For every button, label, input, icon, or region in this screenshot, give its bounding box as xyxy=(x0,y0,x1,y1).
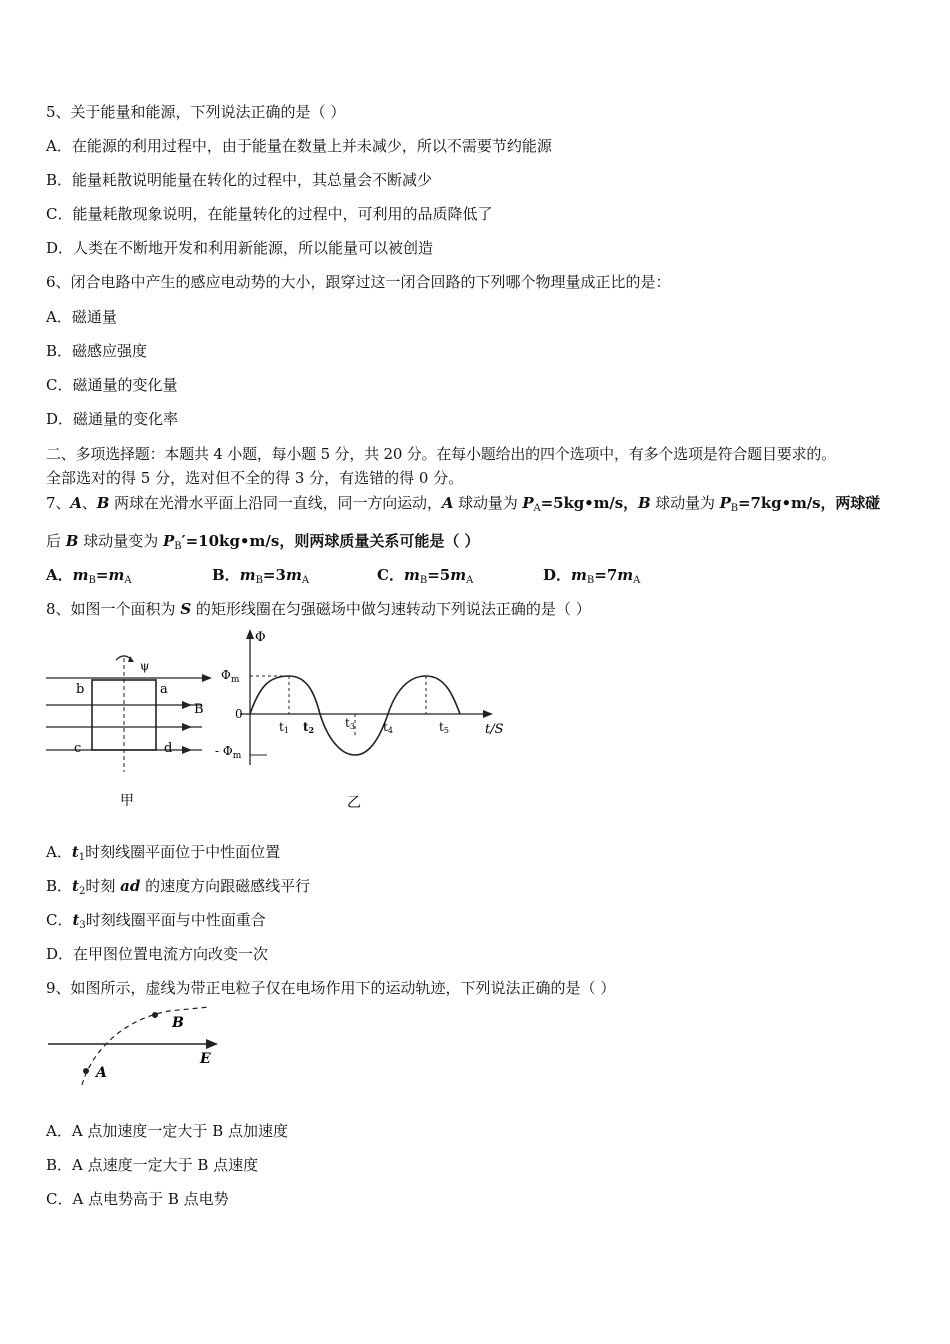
sub: m xyxy=(230,675,240,685)
q9-figure-field xyxy=(44,1005,234,1090)
q5-option-d: D．人类在不断地开发和利用新能源，所以能量可以被创造 xyxy=(46,239,434,257)
q7-option-c xyxy=(377,565,473,591)
option-label: B． xyxy=(46,877,73,895)
label-a: A xyxy=(96,1065,107,1081)
label-c: c xyxy=(74,741,82,756)
q7-momentum-symbol: P xyxy=(163,532,175,550)
sub: B xyxy=(419,575,428,586)
point-a xyxy=(83,1068,89,1074)
sub: m xyxy=(232,751,242,761)
arrow-head-icon xyxy=(206,1039,218,1049)
mass-symbol: m xyxy=(403,566,420,584)
q5-option-b: B．能量耗散说明能量在转化的过程中，其总量会不断减少 xyxy=(46,171,433,189)
sub: 1 xyxy=(78,852,86,863)
q8-option-b xyxy=(46,876,310,902)
q7-text: 两球在光滑水平面上沿同一直线，同一方向运动， xyxy=(109,494,442,512)
eq: =7 xyxy=(594,566,618,584)
label-phi-m xyxy=(221,668,240,685)
t: t xyxy=(345,716,350,730)
option-label: A． xyxy=(46,566,73,584)
arrow-head-icon xyxy=(202,674,212,682)
q7-value: ′=10kg•m/s，则两球质量关系可能是（ ） xyxy=(181,532,480,550)
q8-figure-coil xyxy=(40,650,220,815)
label-e: E xyxy=(200,1051,211,1067)
q7-text: 球动量为 xyxy=(650,494,720,512)
mass-symbol: m xyxy=(239,566,256,584)
sub: 2 xyxy=(78,886,86,897)
label-b: b xyxy=(76,682,85,697)
q8-figure-flux-graph xyxy=(215,625,515,815)
q7-ball-a-2: A xyxy=(441,494,454,512)
q8-stem xyxy=(46,599,591,619)
option-text: 时刻线圈平面与中性面重合 xyxy=(85,911,266,929)
label-d: d xyxy=(164,741,173,756)
q9-option-a: A．A 点加速度一定大于 B 点加速度 xyxy=(46,1122,288,1140)
label-b: B xyxy=(172,1015,184,1031)
q8-option-d: D．在甲图位置电流方向改变一次 xyxy=(46,945,269,963)
option-label: C． xyxy=(377,566,404,584)
eq: =5 xyxy=(427,566,451,584)
mass-symbol: m xyxy=(571,566,587,584)
mass-symbol: m xyxy=(617,566,634,584)
arrow-head-icon xyxy=(182,701,192,709)
sub: B xyxy=(88,575,96,586)
q8-option-a xyxy=(46,842,280,868)
option-text: 时刻 xyxy=(85,877,121,895)
q9-stem: 9、如图所示，虚线为带正电粒子仅在电场作用下的运动轨迹，下列说法正确的是（ ） xyxy=(46,979,616,997)
t: t xyxy=(439,720,444,734)
q8-option-c xyxy=(46,910,266,936)
phi: - Φ xyxy=(215,744,233,758)
section2-heading-line2: 全部选对的得 5 分，选对但不全的得 3 分，有选错的得 0 分。 xyxy=(46,469,464,487)
time-symbol: t xyxy=(72,877,79,895)
q5-option-a: A．在能源的利用过程中，由于能量在数量上并未减少，所以不需要节约能源 xyxy=(46,137,552,155)
sub: A xyxy=(124,575,132,586)
label-a: a xyxy=(160,682,168,697)
q6-stem: 6、闭合电路中产生的感应电动势的大小，跟穿过这一闭合回路的下列哪个物理量成正比的是： xyxy=(46,273,671,291)
arrow-head-icon xyxy=(483,710,493,718)
sub: 1 xyxy=(283,726,289,735)
q6-option-c: C．磁通量的变化量 xyxy=(46,376,178,394)
q7-stem-line2 xyxy=(46,531,480,557)
x-axis-label: t/S xyxy=(485,722,504,737)
tick-t5 xyxy=(439,720,449,735)
arrow-head-icon xyxy=(182,746,192,754)
arrow-head-icon xyxy=(182,723,192,731)
point-b xyxy=(152,1012,158,1018)
option-label: A． xyxy=(46,843,72,861)
q6-option-d: D．磁通量的变化率 xyxy=(46,410,179,428)
q7-ball-b: B xyxy=(96,494,110,512)
eq: = xyxy=(95,566,109,584)
q7-text: 球动量为 xyxy=(453,494,523,512)
q7-sub: B xyxy=(174,541,182,552)
time-symbol: t xyxy=(72,911,80,929)
sub: A xyxy=(301,575,310,586)
q7-option-a xyxy=(46,565,132,591)
sub: 5 xyxy=(443,726,449,735)
mass-symbol: m xyxy=(285,566,302,584)
sub: B xyxy=(586,575,595,586)
label-neg-phi-m xyxy=(215,744,242,761)
q9-option-c: C．A 点电势高于 B 点电势 xyxy=(46,1190,229,1208)
t: t xyxy=(383,720,388,734)
q8-text: 8、如图一个面积为 xyxy=(46,600,181,618)
tick-t2 xyxy=(303,720,314,735)
sub: A xyxy=(466,575,474,586)
q7-option-d xyxy=(543,565,640,591)
q7-sep: 、 xyxy=(81,494,97,512)
q8-text: 的矩形线圈在匀强磁场中做匀速转动下列说法正确的是（ ） xyxy=(191,600,591,618)
option-label: B． xyxy=(212,566,240,584)
tick-t1 xyxy=(279,720,289,735)
q7-sub: B xyxy=(730,503,739,514)
q9-option-b: B．A 点速度一定大于 B 点速度 xyxy=(46,1156,259,1174)
q5-stem: 5、关于能量和能源，下列说法正确的是（ ） xyxy=(46,103,346,121)
t: t xyxy=(279,720,284,734)
q7-momentum-symbol: P xyxy=(522,494,534,512)
q7-stem-line1 xyxy=(46,493,880,519)
caption-jia: 甲 xyxy=(120,793,134,809)
q7-ball-b-3: B xyxy=(65,532,79,550)
q7-sub: A xyxy=(533,503,541,514)
eq: =3 xyxy=(262,566,286,584)
q7-option-b xyxy=(212,565,309,591)
q7-options xyxy=(0,565,950,587)
q7-value: =5kg•m/s， xyxy=(540,494,639,512)
phi: Φ xyxy=(221,668,231,682)
sub: 2 xyxy=(308,725,315,735)
tick-t4 xyxy=(383,720,393,735)
q7-text: 球动量变为 xyxy=(78,532,164,550)
label-field-b: B xyxy=(194,702,204,717)
q7-ball-a: A xyxy=(70,494,82,512)
mass-symbol: m xyxy=(108,566,125,584)
q8-area-symbol: S xyxy=(180,600,192,618)
q7-momentum-symbol: P xyxy=(719,494,731,512)
sub: 4 xyxy=(387,726,393,735)
q6-option-a: A．磁通量 xyxy=(46,308,117,326)
sub: A xyxy=(633,575,641,586)
label-psi: ψ xyxy=(140,659,150,673)
t: t xyxy=(303,720,309,734)
q5-option-c: C．能量耗散现象说明，在能量转化的过程中，可利用的品质降低了 xyxy=(46,205,493,223)
q7-number: 7、 xyxy=(46,494,71,512)
q6-option-b: B．磁感应强度 xyxy=(46,342,148,360)
sub: 3 xyxy=(349,722,355,731)
edge-symbol: ad xyxy=(120,877,141,895)
mass-symbol: m xyxy=(72,566,89,584)
q7-text: 后 xyxy=(46,532,66,550)
caption-yi: 乙 xyxy=(347,795,361,811)
time-symbol: t xyxy=(71,843,79,861)
q7-value: =7kg•m/s，两球碰 xyxy=(738,494,881,512)
option-label: C． xyxy=(46,911,73,929)
y-axis-label: Φ xyxy=(255,630,266,645)
q7-ball-b-2: B xyxy=(638,494,651,512)
label-origin: 0 xyxy=(235,707,243,721)
arrow-head-icon xyxy=(246,629,254,639)
option-label: D． xyxy=(543,566,572,584)
sub: 3 xyxy=(79,920,86,931)
option-text: 时刻线圈平面位于中性面位置 xyxy=(85,843,281,861)
mass-symbol: m xyxy=(450,566,467,584)
sub: B xyxy=(255,575,263,586)
tick-t3 xyxy=(345,716,355,731)
section2-heading: 二、多项选择题：本题共 4 小题，每小题 5 分，共 20 分。在每小题给出的四个选项中，有多个选项是符合题目要求的。 xyxy=(46,445,836,463)
option-text: 的速度方向跟磁感线平行 xyxy=(140,877,311,895)
